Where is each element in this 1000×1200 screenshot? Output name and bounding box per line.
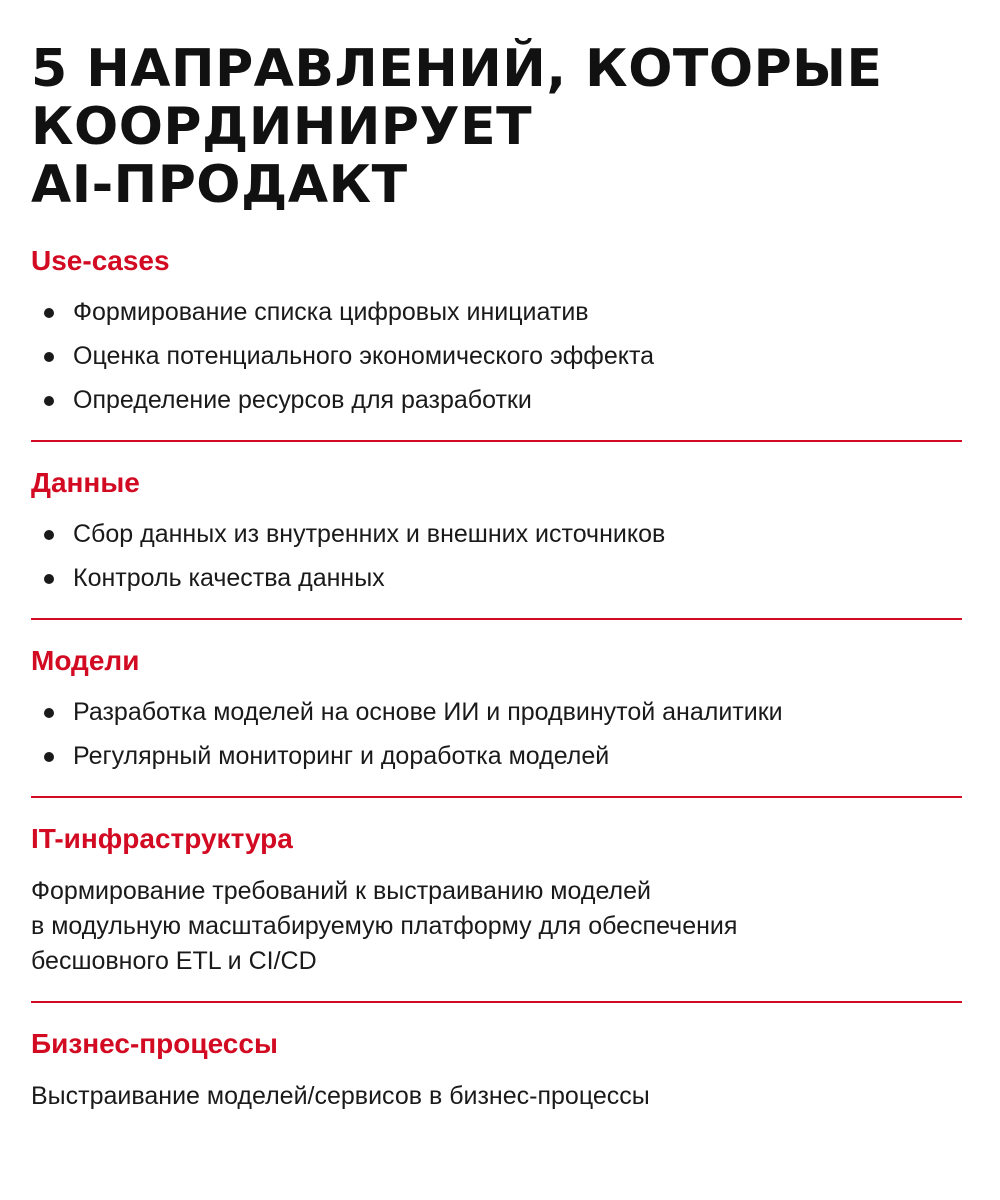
section-business-processes	[31, 1027, 962, 1114]
bullet-dot-icon	[44, 396, 54, 406]
paragraph-line: бесшовного ETL и CI/CD	[31, 947, 317, 975]
page-title	[31, 40, 962, 214]
bullet-item	[31, 690, 962, 734]
bullet-dot-icon	[44, 708, 54, 718]
bullet-text: Определение ресурсов для разработки	[73, 386, 532, 414]
section-data	[31, 466, 962, 600]
title-line: 5 НАПРАВЛЕНИЙ, КОТОРЫЕ	[31, 39, 883, 99]
bullet-item	[31, 512, 962, 556]
title-line: КООРДИНИРУЕТ	[31, 97, 533, 157]
bullet-dot-icon	[44, 752, 54, 762]
bullet-text: Оценка потенциального экономического эффекта	[73, 342, 655, 370]
bullet-item	[31, 734, 962, 778]
bullet-dot-icon	[44, 308, 54, 318]
section-it-infrastructure	[31, 822, 962, 979]
bullet-text: Разработка моделей на основе ИИ и продвинутой аналитики	[73, 698, 783, 726]
paragraph-line: в модульную масштабируемую платформу для обеспечения	[31, 912, 738, 940]
bullet-list	[31, 290, 962, 422]
section-use-cases	[31, 244, 962, 422]
section-heading: Данные	[31, 467, 140, 498]
paragraph-line: Формирование требований к выстраиванию моделей	[31, 877, 651, 905]
bullet-text: Регулярный мониторинг и доработка моделей	[73, 742, 610, 770]
section-heading: IT-инфраструктура	[31, 823, 293, 854]
section-divider	[31, 440, 962, 442]
section-divider	[31, 1001, 962, 1003]
bullet-item	[31, 334, 962, 378]
bullet-dot-icon	[44, 574, 54, 584]
section-divider	[31, 796, 962, 798]
bullet-item	[31, 290, 962, 334]
bullet-text: Сбор данных из внутренних и внешних источников	[73, 520, 666, 548]
bullet-list	[31, 690, 962, 778]
section-models	[31, 644, 962, 778]
section-heading: Модели	[31, 645, 140, 676]
section-paragraph	[31, 874, 962, 979]
title-line: AI-ПРОДАКТ	[31, 155, 408, 215]
section-divider	[31, 618, 962, 620]
bullet-text: Контроль качества данных	[73, 564, 385, 592]
section-heading: Use-cases	[31, 245, 170, 276]
bullet-list	[31, 512, 962, 600]
bullet-item	[31, 556, 962, 600]
section-heading: Бизнес-процессы	[31, 1028, 278, 1059]
bullet-text: Формирование списка цифровых инициатив	[73, 298, 589, 326]
bullet-dot-icon	[44, 530, 54, 540]
bullet-item	[31, 378, 962, 422]
paragraph-line: Выстраивание моделей/сервисов в бизнес-процессы	[31, 1082, 650, 1110]
section-paragraph	[31, 1079, 962, 1114]
bullet-dot-icon	[44, 352, 54, 362]
